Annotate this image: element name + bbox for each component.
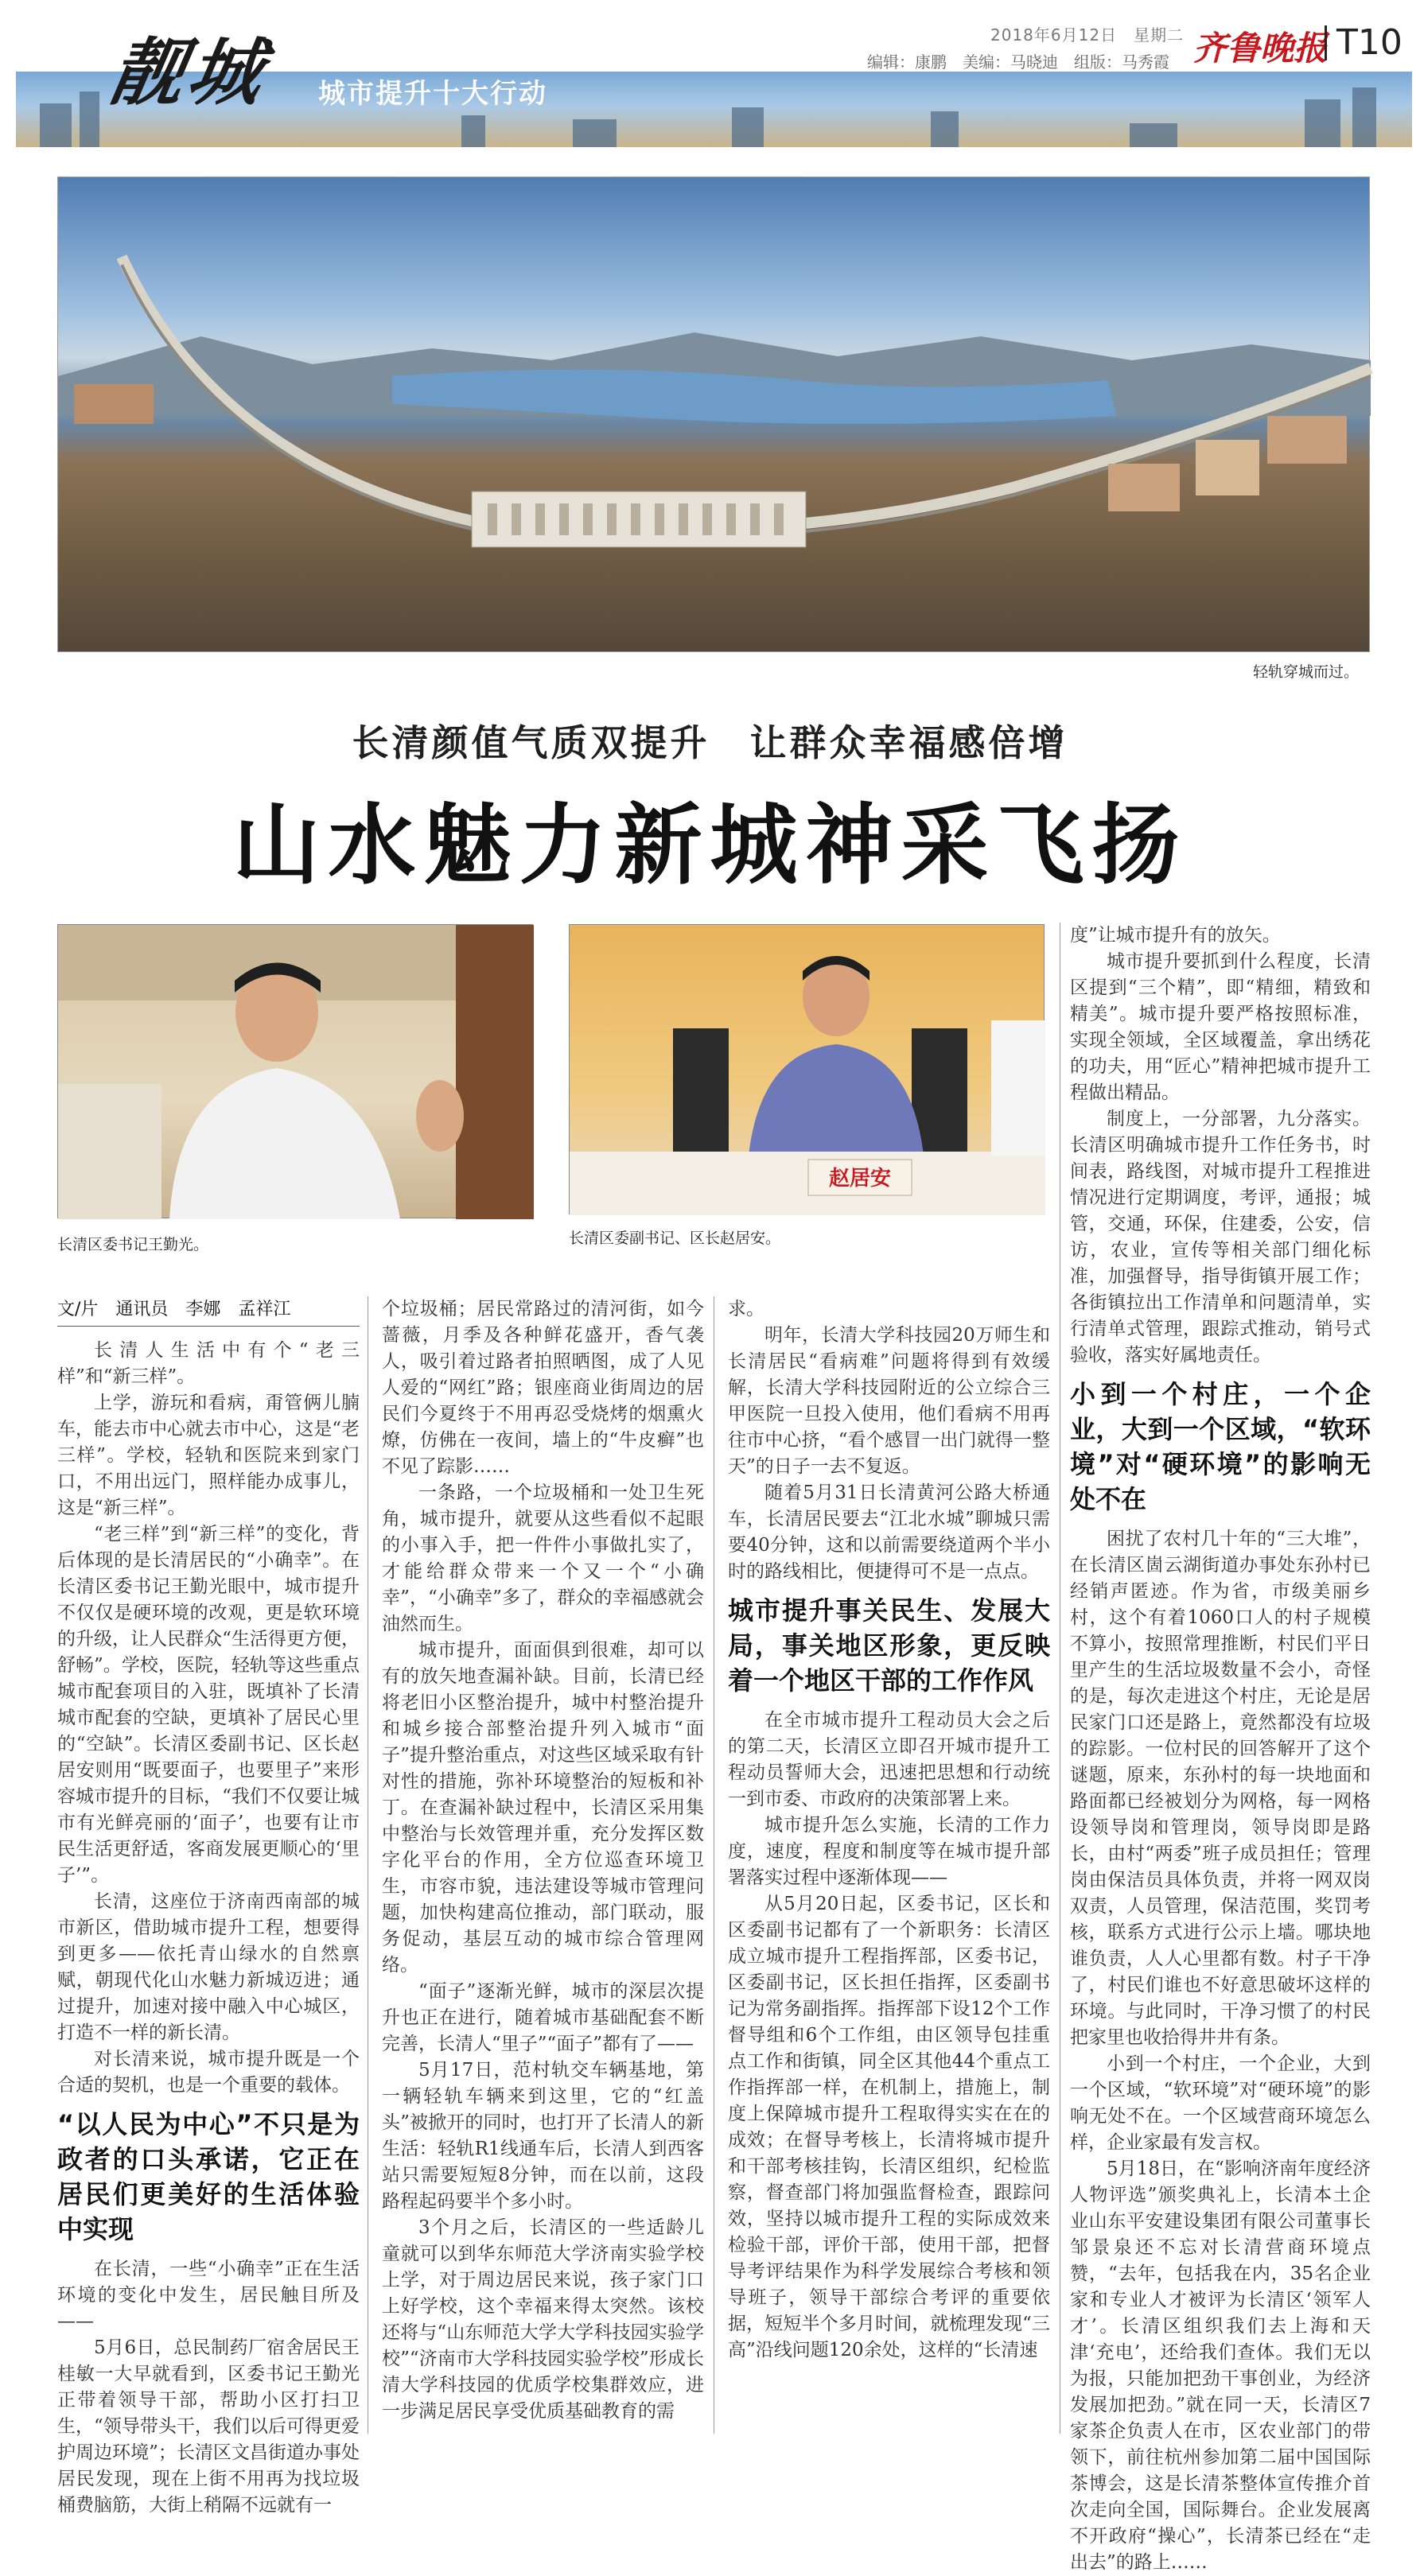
main-photo-caption: 轻轨穿城而过。: [1253, 663, 1360, 681]
newspaper-name: 齐鲁晚报: [1193, 29, 1328, 68]
paragraph: 个垃圾桶；居民常路过的清河街，如今蔷薇，月季及各种鲜花盛开，香气袭人，吸引着过路者拍照晒图，成了人见人爱的“网红”路；银座商业街周边的居民们今夏终于不用再忍受烧烤的烟熏火燎，仿佛在一夜间，墙上的“牛皮癣”也不见了踪影……: [382, 1299, 704, 1477]
photo1-caption: 长清区委书记王勤光。: [57, 1236, 209, 1253]
article-column-4: [1070, 923, 1371, 2573]
article-column-1: [57, 1296, 360, 2516]
portrait-photo-party-secretary: [57, 924, 533, 1218]
page-number: T10: [1325, 25, 1402, 60]
paragraph: 明年，长清大学科技园20万师生和长清居民“看病难”问题将得到有效缓解，长清大学科技园附近的公立综合三甲医院一旦投入使用，他们看病不用再往市中心挤，“看个感冒一出门就得一整天”的日子一去不复返。: [728, 1325, 1050, 1477]
portrait-photo-district-head: [569, 924, 1045, 1214]
paragraph: 5月17日，范村轨交车辆基地，第一辆轻轨车辆来到这里，它的“红盖头”被掀开的同时，也打开了长清人的新生活：轻轨R1线通车后，长清人到西客站只需要短短8分钟，而在以前，这段路程起码要半个多小时。: [382, 2060, 704, 2212]
section-subheading: 小到一个村庄，一个企业，大到一个区域，“软环境”对“硬环境”的影响无处不在: [1070, 1379, 1371, 1514]
paragraph: 城市提升，面面俱到很难，却可以有的放矢地查漏补缺。目前，长清已经将老旧小区整治提升，城中村整治提升和城乡接合部整治提升列入城市“面子”提升整治重点，对这些区域采取有针对性的措施，弥补环境整治的短板和补丁。在查漏补缺过程中，长清区采用集中整治与长效管理并重，充分发挥区数字化平台的作用，全方位巡查环境卫生，市容市貌，违法建设等城市管理问题，加快构建高位推动，部门联动，服务促动，基层互动的城市综合管理网络。: [382, 1640, 704, 1976]
paragraph: 在全市城市提升工程动员大会之后的第二天，长清区立即召开城市提升工程动员誓师大会，迅速把思想和行动统一到市委、市政府的决策部署上来。: [728, 1710, 1050, 1809]
editor-credits: 编辑：康鹏 美编：马晓迪 组版：马秀霞: [867, 52, 1169, 72]
paragraph: 困扰了农村几十年的“三大堆”，在长清区崮云湖街道办事处东孙村已经销声匿迹。作为省，市级美丽乡村，这个有着1060口人的村子规模不算小，按照常理推断，村民们平日里产生的生活垃圾数量不会小，奇怪的是，每次走进这个村庄，无论是居民家门口还是路上，竟然都没有垃圾的踪影。一位村民的回答解开了这个谜题，原来，东孙村的每一块地面和路面都已经被划分为网格，每一网格设领导岗和管理岗，领导岗即是路长，由村“两委”班子成员担任；管理岗由保洁员具体负责，并将一网双岗双责，人员管理，保洁范围，奖罚考核，联系方式进行公示上墙。哪块地谁负责，人人心里都有数。村子干净了，村民们谁也不好意思破坏这样的环境。与此同时，干净习惯了的村民把家里也收拾得井井有条。: [1070, 1529, 1371, 2048]
section-logo: 靓城: [103, 29, 274, 115]
paragraph: 对长清来说，城市提升既是一个合适的契机，也是一个重要的载体。: [57, 2049, 360, 2096]
article-headline: 山水魅力新城神采飞扬: [232, 795, 1188, 896]
paragraph: 制度上，一分部署，九分落实。长清区明确城市提升工作任务书，时间表，路线图，对城市提升工程推进情况进行定期调度，考评，通报；城管，交通，环保，住建委，公安，信访，农业，宣传等相关部门细化标准，加强督导，指导街镇开展工作；各街镇拉出工作清单和问题清单，实行清单式管理，跟踪式推动，销号式验收，落实好属地责任。: [1070, 1109, 1371, 1366]
masthead: [16, 8, 1412, 151]
paragraph: 在长清，一些“小确幸”正在生活环境的变化中发生，居民触目所及——: [57, 2259, 360, 2332]
photo2-caption: 长清区委副书记、区长赵居安。: [569, 1230, 781, 1247]
paragraph: 城市提升要抓到什么程度，长清区提到“三个精”，即“精细，精致和精美”。城市提升要严格按照标准，实现全领域，全区域覆盖，拿出绣花的功夫，用“匠心”精神把城市提升工程做出精品。: [1070, 951, 1371, 1103]
section-subtitle: 城市提升十大行动: [318, 78, 547, 110]
section-subheading: “以人民为中心”不只是为政者的口头承诺，它正在居民们更美好的生活体验中实现: [57, 2109, 360, 2244]
article-byline: 文/片 通讯员 李娜 孟祥江: [57, 1296, 360, 1327]
paragraph: 长清人生活中有个“老三样”和“新三样”。: [57, 1340, 360, 1387]
portrait-illustration: [58, 925, 534, 1219]
paragraph: 小到一个村庄，一个企业，大到一个区域，“软环境”对“硬环境”的影响无处不在。一个区域营商环境怎么样，企业家最有发言权。: [1070, 2053, 1371, 2153]
section-subheading: 城市提升事关民生、发展大局，事关地区形象，更反映着一个地区干部的工作作风: [728, 1595, 1050, 1696]
paragraph: 3个月之后，长清区的一些适龄儿童就可以到华东师范大学济南实验学校上学，对于周边居民来说，孩子家门口上好学校，这个幸福来得太突然。该校还将与“山东师范大学大学科技园实验学校”“济南市大学科技园实验学校”形成长清大学科技园的优质学校集群效应，进一步满足居民享受优质基础教育的需: [382, 2217, 704, 2422]
article-kicker: 长清颜值气质双提升 让群众幸福感倍增: [352, 721, 1068, 764]
paragraph: “老三样”到“新三样”的变化，背后体现的是长清居民的“小确幸”。在长清区委书记王勤光眼中，城市提升不仅仅是硬环境的改观，更是软环境的升级，让人民群众“生活得更方便，舒畅”。学校，医院，轻轨等这些重点城市配套项目的入驻，既填补了长清城市配套的空缺，更填补了居民心里的“空缺”。长清区委副书记、区长赵居安则用“既要面子，也要里子”来形容城市提升的目标，“我们不仅要让城市有光鲜亮丽的‘面子’，也要有让市民生活更舒适，客商发展更顺心的‘里子’”。: [57, 1524, 360, 1886]
paragraph: 一条路，一个垃圾桶和一处卫生死角，城市提升，就要从这些看似不起眼的小事入手，把一件件小事做扎实了，才能给群众带来一个又一个“小确幸”，“小确幸”多了，群众的幸福感就会油然而生。: [382, 1482, 704, 1634]
issue-date: 2018年6月12日 星期二: [990, 25, 1185, 45]
light-rail-aerial-photo: [57, 177, 1370, 652]
paragraph: 城市提升怎么实施，长清的工作力度，速度，程度和制度等在城市提升部署落实过程中逐渐体现——: [728, 1815, 1050, 1888]
paragraph: 从5月20日起，区委书记，区长和区委副书记都有了一个新职务：长清区成立城市提升工程指挥部，区委书记，区委副书记，区长担任指挥，区委副书记为常务副指挥。指挥部下设12个工作督导组和6个工作组，由区领导包挂重点工作和街镇，同全区其他44个重点工作指挥部一样，在机制上，措施上，制度上保障城市提升工程取得实实在在的成效；在督导考核上，长清将城市提升和干部考核挂钩，长清区组织，纪检监察，督查部门将加强监督检查，跟踪问效，坚持以城市提升工程的实际成效来检验干部，评价干部，使用干部，把督导考评结果作为科学发展综合考核和领导班子，领导干部综合考评的重要依据，短短半个多月时间，就梳理发现“三高”沿线问题120余处，这样的“长清速: [728, 1894, 1050, 2360]
portrait-illustration: [570, 925, 1045, 1215]
paragraph: 5月18日，在“影响济南年度经济人物评选”颁奖典礼上，长清本土企业山东平安建设集团有限公司董事长邹景泉还不忘对长清营商环境点赞，“去年，包括我在内，35名企业家和专业人才被评为长清区‘领军人才’。长清区组织我们去上海和天津‘充电’，还给我们查体。我们无以为报，只能加把劲干事创业，为经济发展加把劲。”就在同一天，长清区7家茶企负责人在市，区农业部门的带领下，前往杭州参加第二届中国国际茶博会，这是长清茶整体宣传推介首次走向全国，国际舞台。企业发展离不开政府“操心”，长清茶已经在“走出去”的路上……: [1070, 2158, 1371, 2573]
paragraph: 随着5月31日长清黄河公路大桥通车，长清居民要去“江北水城”聊城只需要40分钟，这和以前需要绕道两个半小时的路线相比，便捷得可不是一点点。: [728, 1482, 1050, 1582]
paragraph: 上学，游玩和看病，甭管俩儿腩车，能去市中心就去市中心，这是“老三样”。学校，轻轨和医院来到家门口，不用出远门，照样能办成事儿，这是“新三样”。: [57, 1393, 360, 1518]
article-column-3: [728, 1296, 1050, 2434]
article-column-2: [382, 1296, 704, 2434]
aerial-scene-illustration: [58, 177, 1371, 653]
paragraph: 长清，这座位于济南西南部的城市新区，借助城市提升工程，想要得到更多——依托青山绿水的自然禀赋，朝现代化山水魅力新城迈进；通过提升，加速对接中融入中心城区，打造不一样的新长清。: [57, 1891, 360, 2043]
paragraph: 5月6日，总民制药厂宿舍居民王桂敏一大早就看到，区委书记王勤光正带着领导干部，帮助小区打扫卫生，“领导带头干，我们以后可得更爱护周边环境”；长清区文昌街道办事处居民发现，现在上街不用再为找垃圾桶费脑筋，大街上稍隔不远就有一: [57, 2337, 360, 2516]
paragraph: 度”让城市提升有的放矢。: [1070, 925, 1281, 946]
nameplate-text: 赵居安: [828, 1167, 891, 1191]
paragraph: 求。: [728, 1299, 764, 1319]
paragraph: “面子”逐渐光鲜，城市的深层次提升也正在进行，随着城市基础配套不断完善，长清人“里子”“面子”都有了——: [382, 1981, 704, 2054]
